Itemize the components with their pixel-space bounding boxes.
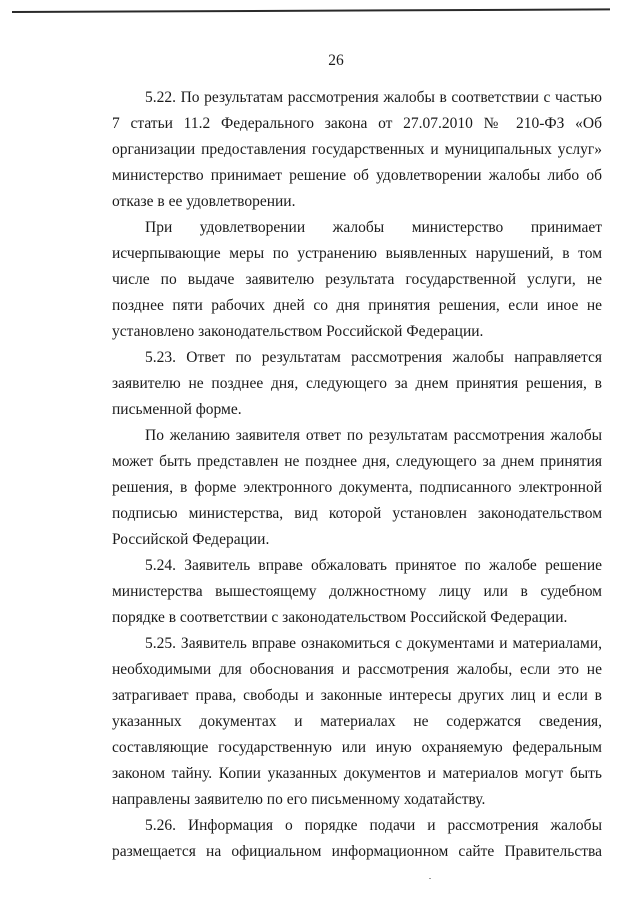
paragraph-5-26: 5.26. Информация о порядке подачи и рассмотрения жалобы размещается на официальном информационном сайте Правительства — [112, 817, 602, 860]
top-border-line — [12, 8, 610, 13]
paragraph-5-24: 5.24. Заявитель вправе обжаловать принятое по жалобе решение министерства вышестоящему должностному лицу или в судебном порядке в соответствии с законодательством Российской Федерации. — [112, 557, 602, 626]
paragraph-5-25: 5.25. Заявитель вправе ознакомиться с документами и материалами, необходимыми для обоснования и рассмотрения жалобы, если это не затрагивает права, свободы и законные интересы других лиц и если в указанных документах и материалах не содержатся сведения, составляющие государственную или иную охраняемую федеральным законом тайну. Копии указанных документов и материалов могут быть направлены заявителю по его письменному ходатайству. — [112, 635, 602, 808]
page-number: 26 — [328, 52, 344, 69]
document-body — [112, 85, 602, 865]
paragraph-5-23: 5.23. Ответ по результатам рассмотрения жалобы направляется заявителю не позднее дня, следующего за днем принятия решения, в письменной форме. — [112, 349, 602, 418]
paragraph-electronic-response: По желанию заявителя ответ по результатам рассмотрения жалобы может быть представлен не позднее дня, следующего за днем принятия решения, в форме электронного документа, подписанного электронной подписью министерства, вид которой установлен законодательством Российской Федерации. — [112, 427, 602, 548]
paragraph-complaint-satisfaction: При удовлетворении жалобы министерство принимает исчерпывающие меры по устранению выявленных нарушений, в том числе по выдаче заявителю результата государственной услуги, не позднее пяти рабочих дней со дня принятия решения, если иное не установлено законодательством Российской Федерации. — [112, 219, 602, 340]
paragraph-5-22: 5.22. По результатам рассмотрения жалобы в соответствии с частью 7 статьи 11.2 Федерального закона от 27.07.2010 № 210-ФЗ «Об организации предоставления государственных и муниципальных услуг» министерство принимает решение об удовлетворении жалобы либо об отказе в ее удовлетворении. — [112, 89, 602, 210]
scan-speck — [429, 878, 431, 879]
